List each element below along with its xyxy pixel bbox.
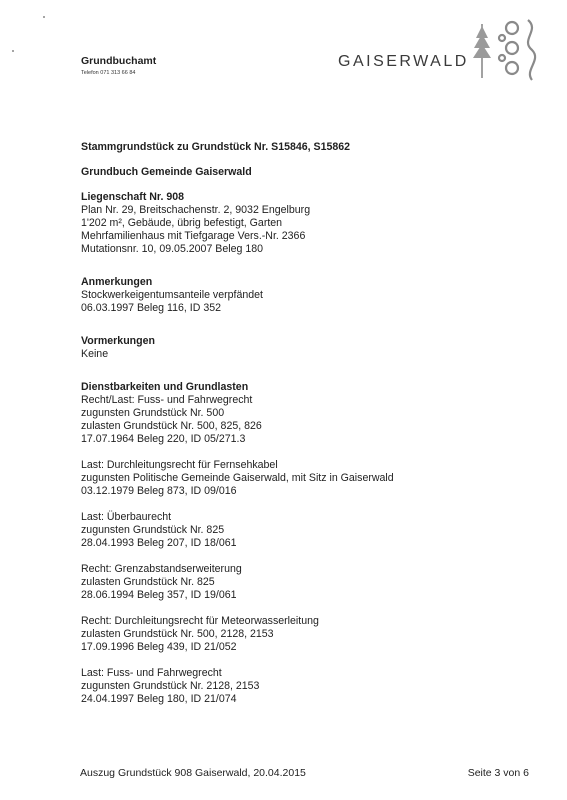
easement-line: zulasten Grundstück Nr. 500, 825, 826 [81,420,262,432]
scan-speck [43,16,45,18]
property-line: Mehrfamilienhaus mit Tiefgarage Vers.-Nr. 2366 [81,230,306,242]
property-heading: Liegenschaft Nr. 908 [81,191,185,203]
easement-line: zulasten Grundstück Nr. 825 [81,576,215,588]
easement-entry [81,563,521,602]
easement-entry [81,615,521,654]
brand-wordmark: GAISERWALD [338,53,469,70]
office-header [81,55,156,77]
easement-line: zugunsten Politische Gemeinde Gaiserwald, mit Sitz in Gaiserwald [81,472,394,484]
page-number: Seite 3 von 6 [467,767,529,779]
easement-line: 17.07.1964 Beleg 220, ID 05/271.3 [81,433,246,445]
municipality-brand [330,46,560,86]
document-title: Stammgrundstück zu Grundstück Nr. S15846, S15862 [81,141,351,153]
easement-entry [81,511,521,550]
office-name: Grundbuchamt [81,55,157,67]
easement-line: zugunsten Grundstück Nr. 2128, 2153 [81,680,260,692]
reservation-line: Keine [81,348,109,360]
reservations-heading: Vormerkungen [81,335,155,347]
annotations-heading: Anmerkungen [81,276,153,288]
easement-line: Recht: Grenzabstandserweiterung [81,563,242,575]
property-section [81,191,521,256]
document-body [81,141,521,706]
easement-line: 28.04.1993 Beleg 207, ID 18/061 [81,537,237,549]
easements-section [81,381,521,706]
annotations-section [81,276,521,315]
annotation-line: Stockwerkeigentumsanteile verpfändet [81,289,263,301]
easements-heading: Dienstbarkeiten und Grundlasten [81,381,249,393]
easement-line: Last: Fuss- und Fahrwegrecht [81,667,222,679]
easement-line: 17.09.1996 Beleg 439, ID 21/052 [81,641,237,653]
easement-line: 24.04.1997 Beleg 180, ID 21/074 [81,693,237,705]
property-line: 1'202 m², Gebäude, übrig befestigt, Garten [81,217,283,229]
easement-entry [81,394,521,446]
office-phone: Telefon 071 313 66 84 [81,70,136,76]
gaiserwald-crest-icon [468,16,552,82]
easement-line: Recht: Durchleitungsrecht für Meteorwasserleitung [81,615,319,627]
register-name: Grundbuch Gemeinde Gaiserwald [81,166,252,178]
easement-line: 03.12.1979 Beleg 873, ID 09/016 [81,485,237,497]
easement-line: Last: Überbaurecht [81,511,172,523]
footer-extract-info: Auszug Grundstück 908 Gaiserwald, 20.04.2015 [80,767,306,779]
property-line: Mutationsnr. 10, 09.05.2007 Beleg 180 [81,243,263,255]
annotation-line: 06.03.1997 Beleg 116, ID 352 [81,302,221,314]
easement-line: zugunsten Grundstück Nr. 825 [81,524,225,536]
easement-line: Recht/Last: Fuss- und Fahrwegrecht [81,394,253,406]
easement-line: zulasten Grundstück Nr. 500, 2128, 2153 [81,628,274,640]
reservations-section [81,335,521,361]
easement-entry [81,459,521,498]
easement-entry [81,667,521,706]
easement-line: Last: Durchleitungsrecht für Fernsehkabel [81,459,278,471]
scan-speck [12,50,14,52]
property-line: Plan Nr. 29, Breitschachenstr. 2, 9032 Engelburg [81,204,311,216]
easement-line: zugunsten Grundstück Nr. 500 [81,407,225,419]
easement-line: 28.06.1994 Beleg 357, ID 19/061 [81,589,237,601]
